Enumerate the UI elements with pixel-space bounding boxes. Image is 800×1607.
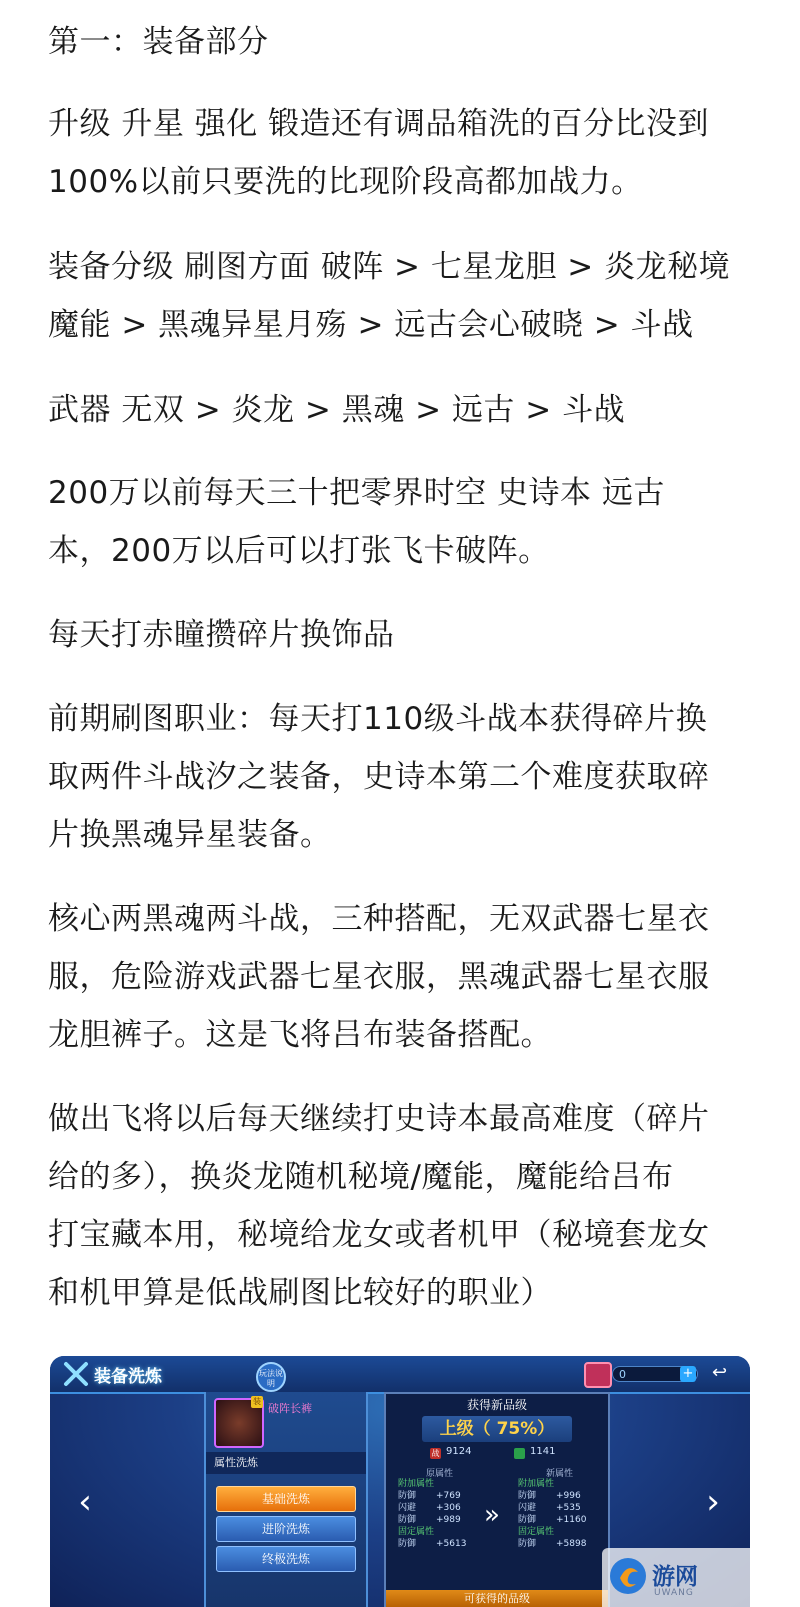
grade-display: 上级（ 75%） [422, 1416, 572, 1442]
attr-value: +306 [436, 1503, 461, 1513]
paragraph-line: 装备分级 刷图方面 破阵 > 七星龙胆 > 炎龙秘境 [48, 249, 731, 285]
power-icon: 战 [431, 1449, 440, 1458]
game-top-bar [50, 1356, 750, 1394]
chest-icon[interactable] [584, 1362, 612, 1388]
help-button[interactable]: 玩法说明 [256, 1362, 286, 1392]
attr-label: 防御 [518, 1491, 537, 1501]
section-heading: 第一：装备部分 [48, 24, 269, 60]
add-currency-button[interactable]: + [680, 1366, 696, 1382]
paragraph-line: 打宝藏本用，秘境给龙女或者机甲（秘境套龙女 [48, 1217, 710, 1253]
item-name: 破阵长裤 [268, 1402, 312, 1415]
attr-value: +5898 [556, 1539, 587, 1549]
return-icon[interactable]: ↩ [712, 1362, 728, 1383]
attr-value: +1160 [556, 1515, 587, 1525]
attr-label: 附加属性 [518, 1479, 555, 1489]
paragraph-line: 每天打赤瞳攒碎片换饰品 [48, 617, 395, 653]
attr-value: +769 [436, 1491, 461, 1501]
compare-arrow-icon: » [484, 1500, 500, 1530]
paragraph-line: 服，危险游戏武器七星衣服，黑魂武器七星衣服 [48, 959, 710, 995]
site-logo-icon [608, 1556, 648, 1596]
paragraph-line: 100%以前只要洗的比现阶段高都加战力。 [48, 164, 643, 200]
attr-label: 防御 [398, 1515, 417, 1525]
attr-value: +535 [556, 1503, 581, 1513]
paragraph-line: 取两件斗战汐之装备，史诗本第二个难度获取碎 [48, 759, 710, 795]
power-value-new: 1141 [530, 1446, 556, 1457]
new-attributes-header: 新属性 [546, 1469, 574, 1479]
ultimate-refine-button[interactable]: 终极洗炼 [216, 1546, 356, 1572]
equip-badge: 装 [253, 1397, 261, 1406]
paragraph-line: 200万以前每天三十把零界时空 史诗本 远古 [48, 475, 665, 511]
game-screen-title: 装备洗炼 [94, 1367, 162, 1387]
attr-value: +5613 [436, 1539, 467, 1549]
old-attributes-header: 原属性 [426, 1469, 454, 1479]
basic-refine-button[interactable]: 基础洗炼 [216, 1486, 356, 1512]
paragraph-line: 本，200万以后可以打张飞卡破阵。 [48, 533, 550, 569]
next-arrow-icon[interactable]: › [706, 1482, 720, 1522]
paragraph-line: 升级 升星 强化 锻造还有调品箱洗的百分比没到 [48, 106, 710, 142]
prev-arrow-icon[interactable]: ‹ [78, 1482, 92, 1522]
paragraph-line: 龙胆裤子。这是飞将吕布装备搭配。 [48, 1017, 552, 1053]
paragraph-line: 核心两黑魂两斗战，三种搭配，无双武器七星衣 [48, 901, 710, 937]
attr-label: 闪避 [518, 1503, 537, 1513]
attr-label: 防御 [398, 1539, 417, 1549]
paragraph-line: 前期刷图职业：每天打110级斗战本获得碎片换 [48, 701, 708, 737]
attr-value: +996 [556, 1491, 581, 1501]
game-logo-icon [62, 1360, 90, 1388]
result-panel [384, 1392, 610, 1607]
paragraph-line: 魔能 > 黑魂异星月殇 > 远古会心破晓 > 斗战 [48, 307, 694, 343]
attr-label: 防御 [398, 1491, 417, 1501]
attr-label: 固定属性 [518, 1527, 555, 1537]
attr-label: 防御 [518, 1539, 537, 1549]
attr-label: 闪避 [398, 1503, 417, 1513]
site-subname: UWANG [654, 1588, 694, 1598]
paragraph-line: 片换黑魂异星装备。 [48, 817, 332, 853]
paragraph-line: 武器 无双 > 炎龙 > 黑魂 > 远古 > 斗战 [48, 392, 626, 428]
attr-label: 固定属性 [398, 1527, 435, 1537]
paragraph-line: 给的多），换炎龙随机秘境/魔能，魔能给吕布 [48, 1159, 674, 1195]
paragraph-line: 和机甲算是低战刷图比较好的职业） [48, 1275, 552, 1311]
site-watermark [602, 1548, 800, 1607]
attr-label: 附加属性 [398, 1479, 435, 1489]
obtainable-grade-label: 可获得的品级 [386, 1590, 608, 1607]
attr-value: +989 [436, 1515, 461, 1525]
site-name: 游网 [652, 1564, 698, 1590]
item-panel [204, 1392, 368, 1607]
result-panel-title: 获得新品级 [466, 1398, 527, 1412]
advanced-refine-button[interactable]: 进阶洗炼 [216, 1516, 356, 1542]
refine-section-label: 属性洗炼 [206, 1452, 366, 1474]
power-up-icon: ▲ [514, 1448, 525, 1459]
attr-label: 防御 [518, 1515, 537, 1525]
power-value-old: 9124 [446, 1446, 472, 1457]
paragraph-line: 做出飞将以后每天继续打史诗本最高难度（碎片 [48, 1101, 710, 1137]
currency-counter: 0 [612, 1366, 698, 1382]
